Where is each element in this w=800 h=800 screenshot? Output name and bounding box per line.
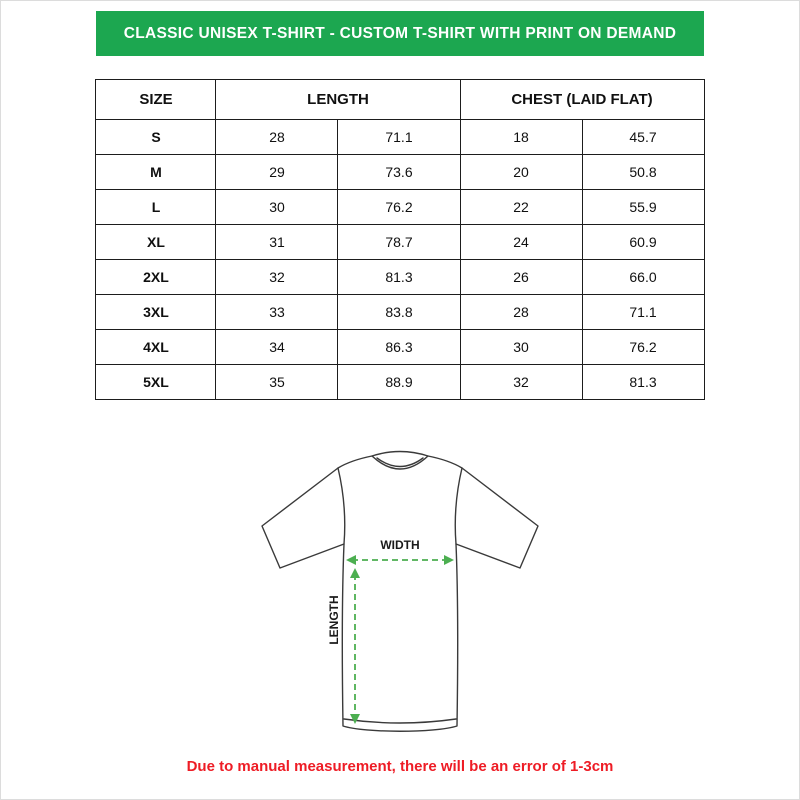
- page-title: CLASSIC UNISEX T-SHIRT - CUSTOM T-SHIRT WITH PRINT ON DEMAND: [123, 24, 677, 42]
- title-banner: [96, 11, 704, 56]
- length-cm-cell: 76.2: [338, 190, 460, 225]
- size-cell: 3XL: [96, 295, 216, 330]
- length-in-cell: 33: [216, 295, 338, 330]
- col-header-length: LENGTH: [216, 80, 460, 120]
- table-row: [96, 225, 704, 260]
- size-cell: 4XL: [96, 330, 216, 365]
- table-row: [96, 155, 704, 190]
- chest-in-cell: 32: [460, 365, 582, 400]
- chest-in-cell: 30: [460, 330, 582, 365]
- col-header-size: SIZE: [96, 80, 216, 120]
- length-cm-cell: 83.8: [338, 295, 460, 330]
- length-in-cell: 34: [216, 330, 338, 365]
- length-cm-cell: 86.3: [338, 330, 460, 365]
- chest-in-cell: 20: [460, 155, 582, 190]
- measurement-disclaimer: Due to manual measurement, there will be an error of 1-3cm: [186, 758, 614, 775]
- col-header-chest: CHEST (LAID FLAT): [460, 80, 704, 120]
- size-cell: L: [96, 190, 216, 225]
- length-arrow-label: LENGTH: [327, 595, 341, 645]
- tshirt-outline-icon: [262, 452, 538, 732]
- size-cell: M: [96, 155, 216, 190]
- length-cm-cell: 81.3: [338, 260, 460, 295]
- length-in-cell: 29: [216, 155, 338, 190]
- table-header-row: [96, 80, 704, 120]
- length-cm-cell: 88.9: [338, 365, 460, 400]
- chest-cm-cell: 76.2: [582, 330, 704, 365]
- length-in-cell: 32: [216, 260, 338, 295]
- size-cell: 5XL: [96, 365, 216, 400]
- chest-in-cell: 18: [460, 120, 582, 155]
- length-in-cell: 28: [216, 120, 338, 155]
- size-table: [95, 79, 704, 400]
- table-row: [96, 365, 704, 400]
- size-cell: 2XL: [96, 260, 216, 295]
- chest-cm-cell: 81.3: [582, 365, 704, 400]
- size-cell: XL: [96, 225, 216, 260]
- tshirt-diagram-svg: [250, 442, 550, 742]
- length-cm-cell: 78.7: [338, 225, 460, 260]
- table-row: [96, 120, 704, 155]
- table-row: [96, 295, 704, 330]
- length-cm-cell: 71.1: [338, 120, 460, 155]
- chest-cm-cell: 60.9: [582, 225, 704, 260]
- chest-in-cell: 24: [460, 225, 582, 260]
- chest-cm-cell: 55.9: [582, 190, 704, 225]
- width-arrow-label: WIDTH: [380, 538, 420, 552]
- chest-in-cell: 22: [460, 190, 582, 225]
- chest-in-cell: 28: [460, 295, 582, 330]
- tshirt-measurement-diagram: [250, 442, 550, 742]
- chest-cm-cell: 66.0: [582, 260, 704, 295]
- table-row: [96, 330, 704, 365]
- chest-in-cell: 26: [460, 260, 582, 295]
- length-in-cell: 30: [216, 190, 338, 225]
- length-cm-cell: 73.6: [338, 155, 460, 190]
- size-cell: S: [96, 120, 216, 155]
- table-row: [96, 260, 704, 295]
- chest-cm-cell: 50.8: [582, 155, 704, 190]
- table-row: [96, 190, 704, 225]
- length-in-cell: 35: [216, 365, 338, 400]
- chest-cm-cell: 45.7: [582, 120, 704, 155]
- length-in-cell: 31: [216, 225, 338, 260]
- chest-cm-cell: 71.1: [582, 295, 704, 330]
